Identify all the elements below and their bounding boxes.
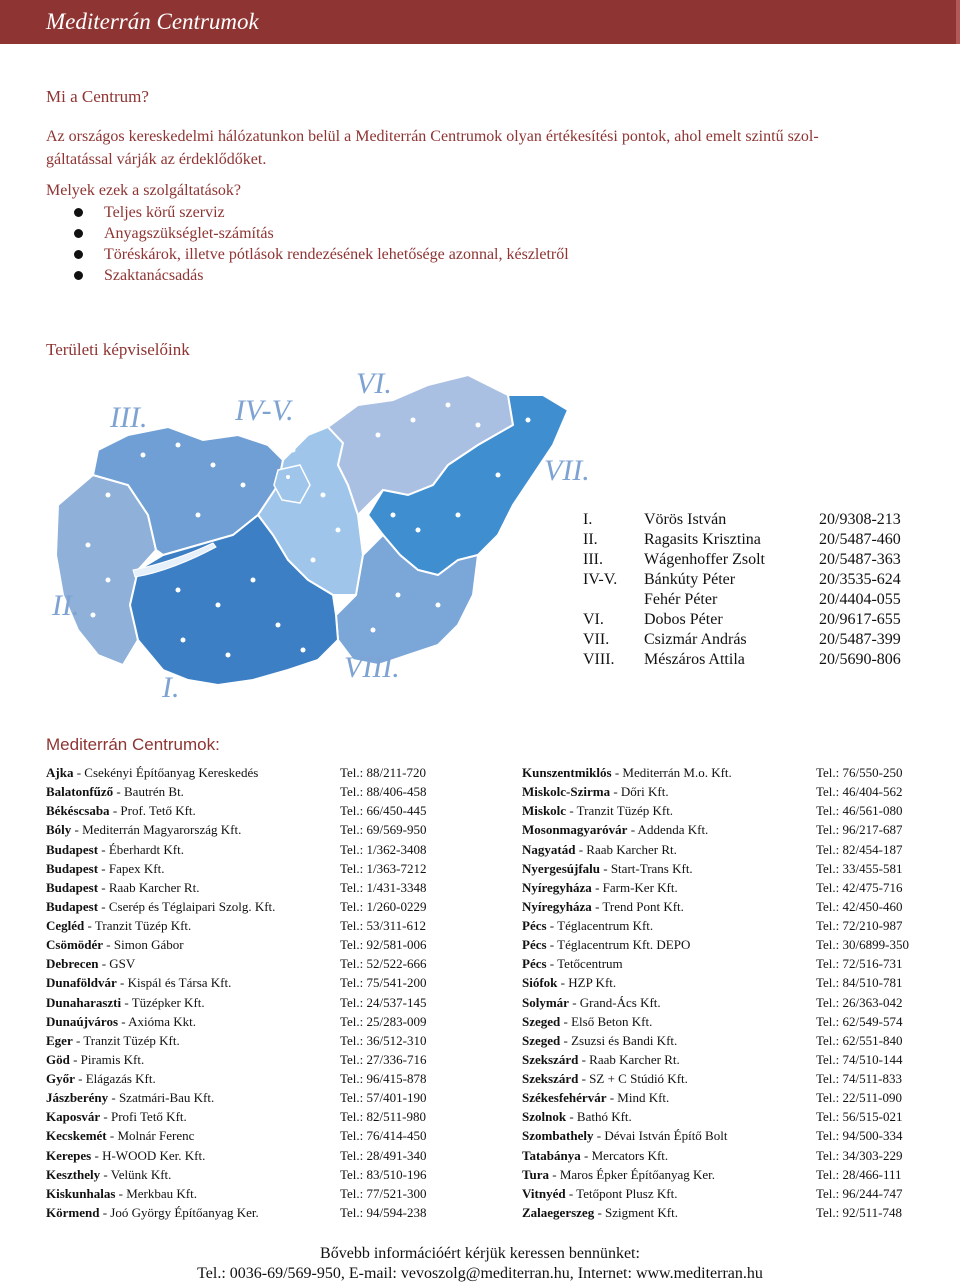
rep-name: Ragasits Krisztina <box>644 531 761 548</box>
center-phone: Tel.: 88/406-458 <box>340 784 427 800</box>
center-entry <box>46 897 275 916</box>
center-company: - Mercators Kft. <box>580 1147 669 1163</box>
bullet-icon <box>74 271 83 280</box>
center-company: - Tetőpont Plusz Kft. <box>565 1185 678 1201</box>
center-company: - Addenda Kft. <box>627 822 709 838</box>
center-row <box>522 782 922 801</box>
center-company: - Szigment Kft. <box>594 1204 678 1220</box>
center-city: Kecskemét <box>46 1128 107 1144</box>
center-entry <box>522 859 693 878</box>
center-row <box>46 897 446 916</box>
center-phone: Tel.: 56/515-021 <box>816 1109 903 1125</box>
center-company: - Fapex Kft. <box>98 860 165 876</box>
center-phone: Tel.: 36/512-310 <box>340 1032 427 1048</box>
center-phone: Tel.: 25/283-009 <box>340 1013 427 1029</box>
center-phone: Tel.: 24/537-145 <box>340 994 427 1010</box>
center-row <box>46 1031 446 1050</box>
center-entry <box>522 1050 680 1069</box>
center-row <box>522 954 922 973</box>
center-phone: Tel.: 28/466-111 <box>816 1166 902 1182</box>
center-row <box>522 763 922 782</box>
center-phone: Tel.: 1/431-3348 <box>340 879 427 895</box>
center-company: - Szatmári-Bau Kft. <box>108 1090 215 1106</box>
center-city: Tatabánya <box>522 1147 581 1163</box>
center-company: - Kispál és Társa Kft. <box>116 975 232 991</box>
center-company: - Mediterrán Magyarország Kft. <box>71 822 242 838</box>
center-city: Dunaföldvár <box>46 975 117 991</box>
center-row <box>522 897 922 916</box>
region-label-I: I. <box>162 671 180 704</box>
rep-phone: 20/9308-213 <box>819 511 901 528</box>
center-phone: Tel.: 52/522-666 <box>340 956 427 972</box>
center-entry <box>46 1031 180 1050</box>
center-phone: Tel.: 94/500-334 <box>816 1128 903 1144</box>
center-phone: Tel.: 46/561-080 <box>816 803 903 819</box>
center-row <box>46 859 446 878</box>
center-row <box>46 820 446 839</box>
centers-list-right <box>522 763 922 1222</box>
center-phone: Tel.: 53/311-612 <box>340 918 426 933</box>
services-list <box>46 202 569 286</box>
center-row <box>522 878 922 897</box>
rep-phone: 20/5487-363 <box>819 551 901 568</box>
center-entry <box>46 859 164 878</box>
center-company: - Első Beton Kft. <box>560 1013 653 1029</box>
center-city: Budapest <box>46 898 99 914</box>
center-company: - Dőri Kft. <box>610 784 669 800</box>
center-city: Siófok <box>522 975 558 991</box>
center-entry <box>522 1126 727 1145</box>
header-banner <box>0 0 960 44</box>
center-company: - Dévai István Építő Bolt <box>593 1128 728 1144</box>
center-company: - Cserép és Téglaipari Szolg. Kft. <box>98 898 276 914</box>
center-row <box>522 820 922 839</box>
center-city: Kunszentmiklós <box>522 765 612 780</box>
center-entry <box>46 1165 171 1184</box>
header-accent <box>956 0 960 44</box>
center-city: Keszthely <box>46 1166 101 1182</box>
center-entry <box>522 1107 632 1126</box>
center-entry <box>522 878 678 897</box>
center-company: - Mediterrán M.o. Kft. <box>611 765 732 780</box>
center-company: - HZP Kft. <box>557 975 617 991</box>
bullet-icon <box>74 250 83 259</box>
center-phone: Tel.: 1/363-7212 <box>340 860 427 876</box>
center-city: Budapest <box>46 879 99 895</box>
center-city: Budapest <box>46 841 99 857</box>
center-city: Vitnyéd <box>522 1185 566 1201</box>
center-phone: Tel.: 28/491-340 <box>340 1147 427 1163</box>
center-company: - Tetőcentrum <box>546 956 623 972</box>
hungary-region-map <box>38 365 590 705</box>
center-entry <box>522 916 653 935</box>
center-company: - Piramis Kft. <box>69 1051 145 1067</box>
center-phone: Tel.: 94/594-238 <box>340 1204 427 1220</box>
center-entry <box>522 1203 678 1222</box>
centers-title: Mediterrán Centrumok: <box>46 735 220 754</box>
center-phone: Tel.: 96/415-878 <box>340 1071 427 1086</box>
rep-name: Fehér Péter <box>644 591 718 608</box>
center-entry <box>46 1050 144 1069</box>
center-entry <box>522 820 708 839</box>
center-city: Nyíregyháza <box>522 879 592 895</box>
rep-region: VI. <box>583 611 604 628</box>
intro-question: Mi a Centrum? <box>46 87 149 106</box>
rep-region: IV-V. <box>583 571 618 588</box>
center-row <box>46 1107 446 1126</box>
center-entry <box>522 1069 688 1088</box>
center-company: - Raab Karcher Rt. <box>575 841 677 857</box>
center-city: Győr <box>46 1071 75 1086</box>
center-row <box>46 1126 446 1145</box>
rep-name: Wágenhoffer Zsolt <box>644 551 765 568</box>
center-entry <box>46 820 241 839</box>
center-phone: Tel.: 57/401-190 <box>340 1090 427 1106</box>
center-phone: Tel.: 75/541-200 <box>340 975 427 991</box>
center-row <box>522 1031 922 1050</box>
center-phone: Tel.: 74/511-833 <box>816 1071 902 1086</box>
center-row <box>46 1165 446 1184</box>
center-entry <box>522 1012 652 1031</box>
center-phone: Tel.: 82/454-187 <box>816 841 903 857</box>
center-phone: Tel.: 33/455-581 <box>816 860 903 876</box>
center-city: Csömödér <box>46 937 104 953</box>
rep-phone: 20/5690-806 <box>819 651 901 668</box>
center-city: Pécs <box>522 918 547 933</box>
center-phone: Tel.: 96/244-747 <box>816 1185 903 1201</box>
center-phone: Tel.: 1/260-0229 <box>340 898 427 914</box>
center-city: Békéscsaba <box>46 803 110 819</box>
center-city: Jászberény <box>46 1090 109 1106</box>
region-label-VII: VII. <box>544 454 590 487</box>
footer-info: Bővebb információért kérjük keressen bennünket: <box>320 1245 640 1262</box>
center-entry <box>46 1107 187 1126</box>
center-company: - Éberhardt Kft. <box>98 841 184 857</box>
center-city: Nyíregyháza <box>522 898 592 914</box>
center-city: Miskolc <box>522 803 567 819</box>
service-item: Szaktanácsadás <box>46 265 569 286</box>
rep-region: II. <box>583 531 598 548</box>
center-company: - Profi Tető Kft. <box>100 1109 187 1125</box>
center-city: Balatonfűző <box>46 784 114 800</box>
center-company: - Bautrén Bt. <box>113 784 184 800</box>
center-phone: Tel.: 74/510-144 <box>816 1051 903 1067</box>
center-row <box>46 1050 446 1069</box>
service-item: Anyagszükséglet-számítás <box>46 223 569 244</box>
rep-name: Vörös István <box>644 511 727 528</box>
center-entry <box>46 916 191 935</box>
center-city: Körmend <box>46 1204 100 1220</box>
region-label-VIII: VIII. <box>344 651 400 684</box>
service-item: Töréskárok, illetve pótlások rendezésének lehetősége azonnal, készletről <box>46 244 569 265</box>
service-item: Teljes körű szerviz <box>46 202 569 223</box>
center-phone: Tel.: 76/414-450 <box>340 1128 427 1144</box>
center-row <box>522 840 922 859</box>
center-phone: Tel.: 22/511-090 <box>816 1090 902 1106</box>
center-city: Eger <box>46 1032 73 1048</box>
rep-region: VII. <box>583 631 610 648</box>
region-label-II: II. <box>52 589 80 622</box>
center-company: - Simon Gábor <box>103 937 184 953</box>
center-row <box>522 935 922 954</box>
center-phone: Tel.: 88/211-720 <box>340 765 426 780</box>
center-phone: Tel.: 82/511-980 <box>340 1109 426 1125</box>
center-city: Nyergesújfalu <box>522 860 600 876</box>
center-entry <box>46 1184 197 1203</box>
center-row <box>522 1184 922 1203</box>
center-row <box>46 935 446 954</box>
center-row <box>46 1088 446 1107</box>
center-row <box>522 859 922 878</box>
center-city: Mosonmagyaróvár <box>522 822 628 838</box>
center-phone: Tel.: 96/217-687 <box>816 822 903 838</box>
center-company: - Csekényi Építőanyag Kereskedés <box>73 765 259 780</box>
center-entry <box>46 954 135 973</box>
center-company: - Prof. Tető Kft. <box>109 803 196 819</box>
center-row <box>522 1126 922 1145</box>
bullet-icon <box>74 208 83 217</box>
center-row <box>46 1146 446 1165</box>
center-entry <box>46 1012 196 1031</box>
center-company: - Start-Trans Kft. <box>600 860 693 876</box>
center-phone: Tel.: 46/404-562 <box>816 784 903 800</box>
center-phone: Tel.: 92/511-748 <box>816 1204 902 1220</box>
rep-phone: 20/9617-655 <box>819 611 901 628</box>
region-label-VI: VI. <box>356 367 392 400</box>
center-city: Dunaújváros <box>46 1013 119 1029</box>
rep-name: Csizmár András <box>644 631 747 648</box>
center-row <box>46 801 446 820</box>
center-company: - Téglacentrum Kft. DEPO <box>546 937 691 953</box>
center-company: - Trend Pont Kft. <box>591 898 684 914</box>
center-company: - GSV <box>98 956 136 972</box>
rep-phone: 20/5487-460 <box>819 531 901 548</box>
center-city: Zalaegerszeg <box>522 1204 595 1220</box>
center-row <box>46 993 446 1012</box>
center-row <box>522 801 922 820</box>
bullet-icon <box>74 229 83 238</box>
center-entry <box>46 782 184 801</box>
center-phone: Tel.: 42/450-460 <box>816 898 903 914</box>
center-row <box>46 878 446 897</box>
center-entry <box>522 954 623 973</box>
center-entry <box>46 840 184 859</box>
rep-name: Mészáros Attila <box>644 651 745 668</box>
center-phone: Tel.: 62/549-574 <box>816 1013 903 1029</box>
intro-line-2: gáltatással várják az érdeklődőket. <box>46 151 267 168</box>
center-phone: Tel.: 69/569-950 <box>340 822 427 838</box>
center-phone: Tel.: 72/516-731 <box>816 956 903 972</box>
center-company: - Tranzit Tüzép Kft. <box>84 918 192 933</box>
center-row <box>522 1146 922 1165</box>
center-entry <box>522 763 732 782</box>
center-city: Dunaharaszti <box>46 994 122 1010</box>
center-company: - Bathó Kft. <box>566 1109 632 1125</box>
center-company: - Velünk Kft. <box>100 1166 172 1182</box>
center-entry <box>522 897 684 916</box>
region-label-IV-V: IV-V. <box>235 394 294 427</box>
center-entry <box>522 1088 669 1107</box>
center-city: Nagyatád <box>522 841 576 857</box>
center-entry <box>46 1126 194 1145</box>
center-entry <box>522 973 616 992</box>
center-city: Cegléd <box>46 918 85 933</box>
center-entry <box>522 1146 668 1165</box>
center-company: - Molnár Ferenc <box>106 1128 195 1144</box>
center-city: Göd <box>46 1051 70 1067</box>
center-phone: Tel.: 62/551-840 <box>816 1032 903 1048</box>
center-row <box>46 1012 446 1031</box>
center-city: Székesfehérvár <box>522 1090 607 1106</box>
center-entry <box>46 1088 214 1107</box>
center-row <box>46 954 446 973</box>
center-row <box>46 840 446 859</box>
center-city: Kiskunhalas <box>46 1185 116 1201</box>
center-city: Szeged <box>522 1013 561 1029</box>
center-city: Solymár <box>522 994 569 1010</box>
center-row <box>522 1069 922 1088</box>
rep-name: Dobos Péter <box>644 611 723 628</box>
center-phone: Tel.: 72/210-987 <box>816 918 903 933</box>
centers-list-left <box>46 763 446 1222</box>
center-city: Ajka <box>46 765 74 780</box>
center-company: - Téglacentrum Kft. <box>546 918 654 933</box>
center-city: Pécs <box>522 956 547 972</box>
center-city: Miskolc-Szirma <box>522 784 611 800</box>
center-city: Pécs <box>522 937 547 953</box>
center-company: - Farm-Ker Kft. <box>591 879 678 895</box>
intro-line-1: Az országos kereskedelmi hálózatunkon belül a Mediterrán Centrumok olyan értékesítési pontok, ahol emelt szintű szol- <box>46 128 819 145</box>
center-city: Szekszárd <box>522 1051 579 1067</box>
center-entry <box>522 1165 715 1184</box>
center-company: - Raab Karcher Rt. <box>98 879 200 895</box>
center-row <box>522 993 922 1012</box>
rep-name: Bánkúty Péter <box>644 571 736 588</box>
center-row <box>46 782 446 801</box>
center-entry <box>46 763 258 782</box>
center-phone: Tel.: 83/510-196 <box>340 1166 427 1182</box>
center-phone: Tel.: 26/363-042 <box>816 994 903 1010</box>
region-label-III: III. <box>110 401 148 434</box>
center-row <box>522 1203 922 1222</box>
center-company: - Grand-Ács Kft. <box>568 994 661 1010</box>
center-entry <box>46 1069 156 1088</box>
page-title: Mediterrán Centrumok <box>46 9 259 34</box>
center-entry <box>522 840 677 859</box>
center-entry <box>522 1031 677 1050</box>
center-company: - Mind Kft. <box>606 1090 670 1106</box>
center-row <box>46 763 446 782</box>
center-phone: Tel.: 84/510-781 <box>816 975 903 991</box>
center-entry <box>522 993 661 1012</box>
center-city: Szombathely <box>522 1128 594 1144</box>
rep-phone: 20/5487-399 <box>819 631 901 648</box>
center-entry <box>522 1184 677 1203</box>
center-city: Kerepes <box>46 1147 92 1163</box>
center-city: Szekszárd <box>522 1071 579 1086</box>
center-phone: Tel.: 92/581-006 <box>340 937 427 953</box>
center-entry <box>46 1203 259 1222</box>
center-entry <box>46 935 184 954</box>
rep-region: III. <box>583 551 603 568</box>
center-phone: Tel.: 77/521-300 <box>340 1185 427 1201</box>
center-row <box>522 1165 922 1184</box>
center-row <box>46 973 446 992</box>
center-city: Debrecen <box>46 956 99 972</box>
center-company: - Tranzit Tüzép Kft. <box>566 803 674 819</box>
rep-region: I. <box>583 511 593 528</box>
center-city: Kaposvár <box>46 1109 101 1125</box>
center-company: - Tüzépker Kft. <box>121 994 205 1010</box>
rep-phone: 20/4404-055 <box>819 591 901 608</box>
center-row <box>522 916 922 935</box>
center-company: - H-WOOD Ker. Kft. <box>91 1147 206 1163</box>
center-entry <box>46 973 231 992</box>
center-row <box>46 1203 446 1222</box>
center-phone: Tel.: 42/475-716 <box>816 879 903 895</box>
center-row <box>522 973 922 992</box>
center-company: - Joó György Építőanyag Ker. <box>99 1204 259 1220</box>
center-phone: Tel.: 27/336-716 <box>340 1051 427 1067</box>
center-row <box>46 1184 446 1203</box>
center-phone: Tel.: 66/450-445 <box>340 803 427 819</box>
center-company: - Axióma Kkt. <box>118 1013 197 1029</box>
center-phone: Tel.: 30/6899-350 <box>816 937 909 953</box>
center-city: Bóly <box>46 822 72 838</box>
rep-phone: 20/3535-624 <box>819 571 901 588</box>
center-company: - Maros Épker Építőanyag Ker. <box>548 1166 716 1182</box>
center-entry <box>522 935 690 954</box>
center-entry <box>46 801 196 820</box>
center-row <box>522 1012 922 1031</box>
center-row <box>46 1069 446 1088</box>
center-company: - Elágazás Kft. <box>74 1071 156 1086</box>
services-question: Melyek ezek a szolgáltatások? <box>46 182 242 199</box>
center-company: - Merkbau Kft. <box>115 1185 197 1201</box>
center-entry <box>46 878 199 897</box>
center-city: Szeged <box>522 1032 561 1048</box>
footer-contact: Tel.: 0036-69/569-950, E-mail: vevoszolg@mediterran.hu, Internet: www.mediterran.hu <box>197 1265 763 1282</box>
center-phone: Tel.: 1/362-3408 <box>340 841 427 857</box>
rep-region: VIII. <box>583 651 615 668</box>
center-entry <box>46 993 205 1012</box>
center-phone: Tel.: 76/550-250 <box>816 765 903 780</box>
center-company: - Tranzit Tüzép Kft. <box>72 1032 180 1048</box>
center-entry <box>522 801 673 820</box>
center-row <box>522 1050 922 1069</box>
center-row <box>46 916 446 935</box>
center-entry <box>46 1146 205 1165</box>
center-city: Budapest <box>46 860 99 876</box>
center-row <box>522 1107 922 1126</box>
center-phone: Tel.: 34/303-229 <box>816 1147 903 1163</box>
center-company: - Zsuzsi és Bandi Kft. <box>560 1032 678 1048</box>
center-city: Szolnok <box>522 1109 567 1125</box>
center-entry <box>522 782 669 801</box>
center-company: - Raab Karcher Rt. <box>578 1051 680 1067</box>
regional-title: Területi képviselőink <box>46 340 190 359</box>
center-row <box>522 1088 922 1107</box>
center-company: - SZ + C Stúdió Kft. <box>578 1071 688 1086</box>
center-city: Tura <box>522 1166 549 1182</box>
